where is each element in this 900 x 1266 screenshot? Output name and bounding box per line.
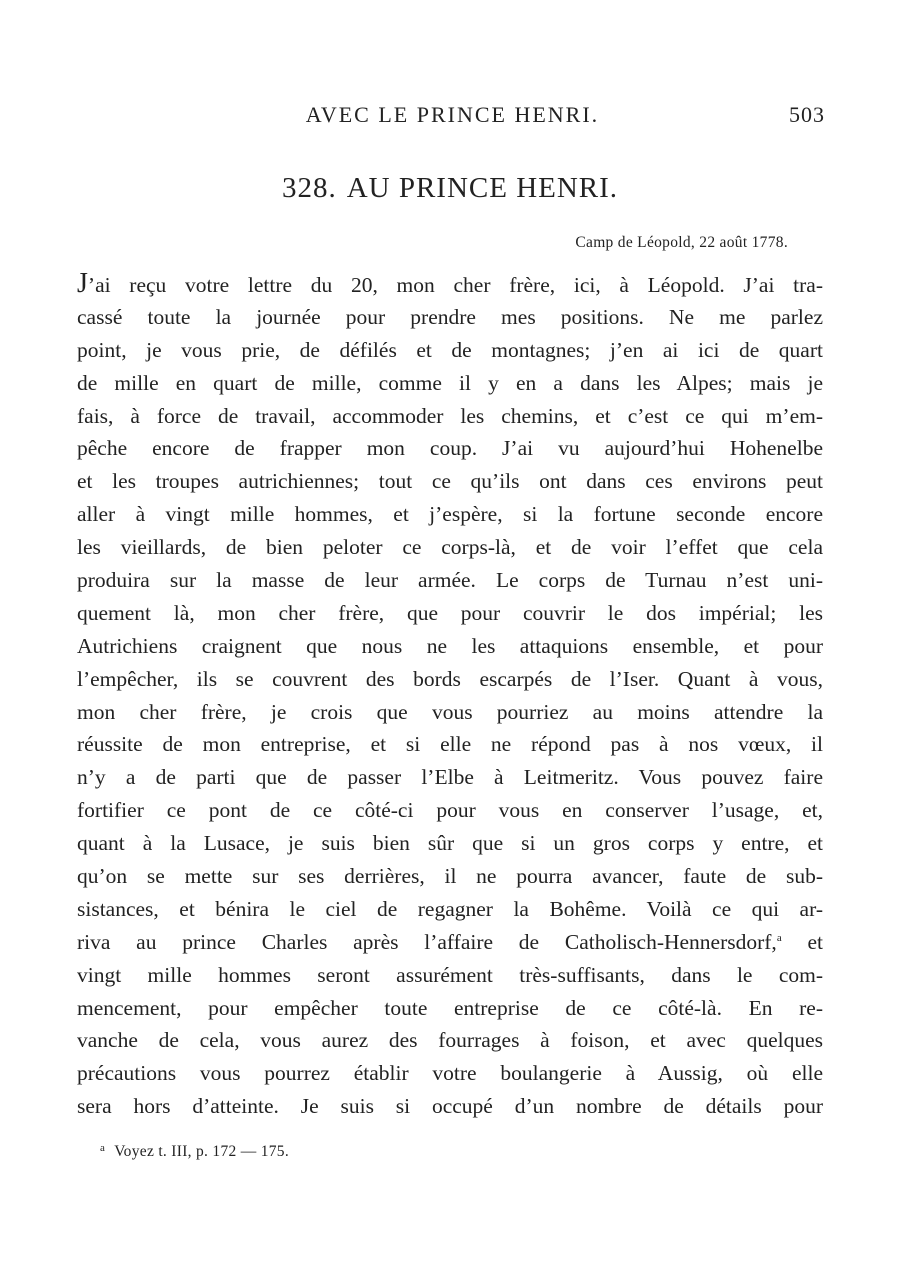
text-line: vingt mille hommes seront assurément très-suffisants, dans le com- — [77, 962, 823, 987]
text-line: réussite de mon entreprise, et si elle ne répond pas à nos vœux, il — [77, 732, 823, 757]
text-line: point, je vous prie, de défilés et de montagnes; j’en ai ici de quart — [77, 337, 823, 362]
text-line: aller à vingt mille hommes, et j’espère, si la fortune seconde encore — [77, 502, 823, 527]
text-line: pêche encore de frapper mon coup. J’ai vu aujourd’hui Hohenelbe — [77, 436, 823, 461]
text-line: J’ai reçu votre lettre du 20, mon cher frère, ici, à Léopold. J’ai tra- — [77, 268, 823, 299]
initial-letter: J — [77, 268, 88, 299]
page-number: 503 — [789, 102, 825, 127]
text-line: qu’on se mette sur ses derrières, il ne pourra avancer, faute de sub- — [77, 864, 823, 889]
dateline: Camp de Léopold, 22 août 1778. — [575, 234, 788, 251]
text-line: cassé toute la journée pour prendre mes positions. Ne me parlez — [77, 304, 823, 329]
text-line: de mille en quart de mille, comme il y en a dans les Alpes; mais je — [77, 370, 823, 395]
text-line: les vieillards, de bien peloter ce corps-là, et de voir l’effet que cela — [77, 535, 823, 560]
text-line: sistances, et bénira le ciel de regagner la Bohême. Voilà ce qui ar- — [77, 896, 823, 921]
text-line: l’empêcher, ils se couvrent des bords escarpés de l’Iser. Quant à vous, — [77, 666, 823, 691]
text-line: mon cher frère, je crois que vous pourriez au moins attendre la — [77, 699, 823, 724]
letter-body — [77, 268, 823, 1123]
text-line: sera hors d’atteinte. Je suis si occupé d’un nombre de détails pour — [77, 1094, 823, 1119]
text-line: fortifier ce pont de ce côté-ci pour vous en conserver l’usage, et, — [77, 798, 823, 823]
text-line: vanche de cela, vous aurez des fourrages à foison, et avec quelques — [77, 1028, 823, 1053]
text-line: fais, à force de travail, accommoder les chemins, et c’est ce qui m’em- — [77, 403, 823, 428]
letter-title: AU PRINCE HENRI. — [346, 172, 619, 204]
text-line: Autrichiens craignent que nous ne les attaquions ensemble, et pour — [77, 633, 823, 658]
text-line: précautions vous pourrez établir votre boulangerie à Aussig, où elle — [77, 1061, 823, 1086]
text-line: et les troupes autrichiennes; tout ce qu’ils ont dans ces environs peut — [77, 469, 823, 494]
letter-heading — [0, 172, 900, 205]
running-title: AVEC LE PRINCE HENRI. — [305, 102, 600, 127]
running-head — [80, 100, 825, 132]
letter-number: 328. — [281, 172, 337, 204]
footnote — [100, 1142, 289, 1161]
footnote-text: Voyez t. III, p. 172 — 175. — [114, 1143, 290, 1160]
text-line: mencement, pour empêcher toute entreprise de ce côté-là. En re- — [77, 995, 823, 1020]
footnote-reference: a — [776, 931, 782, 944]
text-line: n’y a de parti que de passer l’Elbe à Leitmeritz. Vous pouvez faire — [77, 765, 823, 790]
text-line: produira sur la masse de leur armée. Le corps de Turnau n’est uni- — [77, 568, 823, 593]
text-line: riva au prince Charles après l’affaire de Catholisch-Hennersdorf,$^a$ et — [77, 929, 823, 954]
footnote-mark: a — [100, 1142, 106, 1154]
text-line: quant à la Lusace, je suis bien sûr que si un gros corps y entre, et — [77, 831, 823, 856]
text-line: quement là, mon cher frère, que pour couvrir le dos impérial; les — [77, 600, 823, 625]
